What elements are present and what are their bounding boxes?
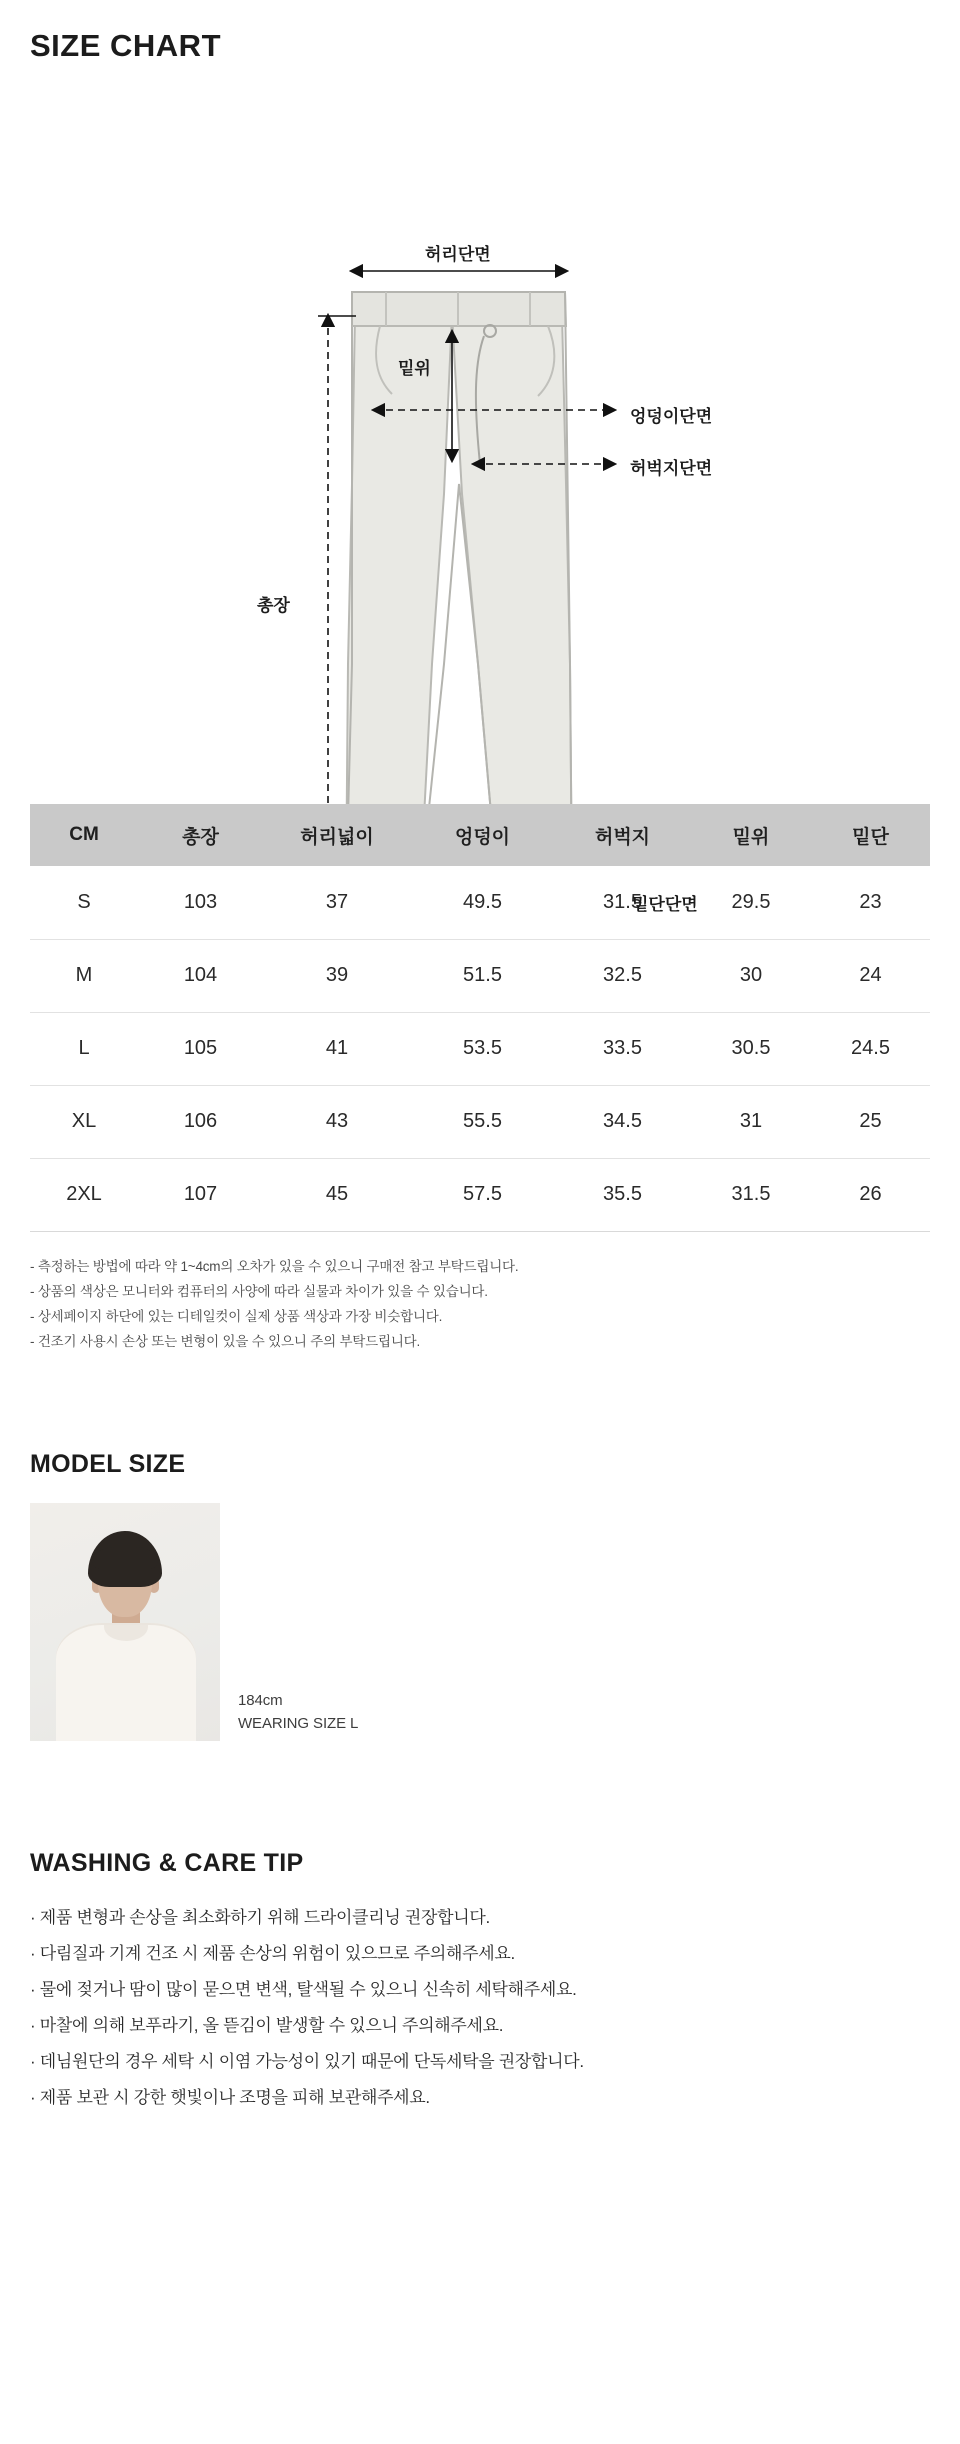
table-header-cell: 밑위 bbox=[691, 804, 811, 866]
table-header-row bbox=[30, 804, 930, 866]
washing-care-item: · 물에 젖거나 땀이 많이 묻으면 변색, 탈색될 수 있으니 신속히 세탁해주세요. bbox=[30, 1979, 577, 1999]
table-cell: 24.5 bbox=[811, 1012, 930, 1085]
model-height: 184cm bbox=[238, 1691, 283, 1709]
table-cell: 103 bbox=[138, 866, 263, 939]
table-cell: 32.5 bbox=[554, 939, 691, 1012]
washing-care-title: WASHING & CARE TIP bbox=[30, 1848, 304, 1877]
table-cell: M bbox=[30, 939, 138, 1012]
size-table bbox=[30, 804, 930, 1232]
table-cell: 53.5 bbox=[411, 1012, 554, 1085]
size-table-wrap bbox=[0, 804, 960, 1232]
table-cell: 107 bbox=[138, 1158, 263, 1231]
pants-diagram-svg bbox=[0, 64, 960, 804]
table-cell: 51.5 bbox=[411, 939, 554, 1012]
table-header-cell: 밑단 bbox=[811, 804, 930, 866]
table-row bbox=[30, 1158, 930, 1231]
table-cell: 31.5 bbox=[554, 866, 691, 939]
table-header-cell: 허리넓이 bbox=[263, 804, 411, 866]
note-line: - 건조기 사용시 손상 또는 변형이 있을 수 있으니 주의 부탁드립니다. bbox=[30, 1333, 421, 1349]
table-row bbox=[30, 866, 930, 939]
table-cell: 45 bbox=[263, 1158, 411, 1231]
page-title: SIZE CHART bbox=[30, 28, 221, 63]
label-hem: 밑단단면 bbox=[632, 895, 698, 914]
table-header-cell: 허벅지 bbox=[554, 804, 691, 866]
washing-care-item: · 다림질과 기계 건조 시 제품 손상의 위험이 있으므로 주의해주세요. bbox=[30, 1943, 515, 1963]
note-line: - 상품의 색상은 모니터와 컴퓨터의 사양에 따라 실물과 차이가 있을 수 있습니다. bbox=[30, 1283, 488, 1299]
table-header-cell: CM bbox=[30, 804, 138, 866]
model-photo bbox=[30, 1503, 220, 1741]
table-cell: L bbox=[30, 1012, 138, 1085]
table-row bbox=[30, 939, 930, 1012]
label-hip: 엉덩이단면 bbox=[630, 407, 713, 426]
table-cell: 25 bbox=[811, 1085, 930, 1158]
table-cell: 106 bbox=[138, 1085, 263, 1158]
table-cell: 31.5 bbox=[691, 1158, 811, 1231]
table-cell: 55.5 bbox=[411, 1085, 554, 1158]
size-notes bbox=[0, 1232, 960, 1354]
table-cell: 35.5 bbox=[554, 1158, 691, 1231]
table-cell: XL bbox=[30, 1085, 138, 1158]
table-row bbox=[30, 1085, 930, 1158]
table-header-cell: 엉덩이 bbox=[411, 804, 554, 866]
washing-care-item: · 마찰에 의해 보푸라기, 올 뜯김이 발생할 수 있으니 주의해주세요. bbox=[30, 2015, 504, 2035]
table-cell: 23 bbox=[811, 866, 930, 939]
washing-care-item: · 데님원단의 경우 세탁 시 이염 가능성이 있기 때문에 단독세탁을 권장합니다. bbox=[30, 2051, 584, 2071]
table-cell: 33.5 bbox=[554, 1012, 691, 1085]
label-waist: 허리단면 bbox=[425, 245, 491, 264]
table-cell: 104 bbox=[138, 939, 263, 1012]
table-cell: 31 bbox=[691, 1085, 811, 1158]
table-cell: 37 bbox=[263, 866, 411, 939]
table-cell: 29.5 bbox=[691, 866, 811, 939]
table-cell: 105 bbox=[138, 1012, 263, 1085]
table-cell: 34.5 bbox=[554, 1085, 691, 1158]
table-cell: 2XL bbox=[30, 1158, 138, 1231]
table-cell: 57.5 bbox=[411, 1158, 554, 1231]
table-cell: 49.5 bbox=[411, 866, 554, 939]
model-size-title: MODEL SIZE bbox=[30, 1449, 186, 1478]
table-cell: 30 bbox=[691, 939, 811, 1012]
model-size-section bbox=[0, 1354, 960, 1741]
table-cell: 41 bbox=[263, 1012, 411, 1085]
label-thigh: 허벅지단면 bbox=[630, 459, 713, 478]
table-cell: 24 bbox=[811, 939, 930, 1012]
model-meta bbox=[220, 1689, 358, 1741]
table-cell: 30.5 bbox=[691, 1012, 811, 1085]
model-size-body bbox=[0, 1479, 960, 1741]
label-rise: 밑위 bbox=[398, 359, 431, 378]
table-cell: 39 bbox=[263, 939, 411, 1012]
table-row bbox=[30, 1012, 930, 1085]
model-wearing-size: WEARING SIZE L bbox=[238, 1714, 359, 1732]
washing-care-section bbox=[0, 1741, 960, 2186]
label-total-length: 총장 bbox=[257, 596, 290, 615]
note-line: - 측정하는 방법에 따라 약 1~4cm의 오차가 있을 수 있으니 구매전 참고 부탁드립니다. bbox=[30, 1258, 519, 1274]
hair-fringe bbox=[92, 1547, 158, 1569]
table-header-cell: 총장 bbox=[138, 804, 263, 866]
note-line: - 상세페이지 하단에 있는 디테일컷이 실제 상품 색상과 가장 비슷합니다. bbox=[30, 1308, 443, 1324]
table-cell: S bbox=[30, 866, 138, 939]
table-cell: 43 bbox=[263, 1085, 411, 1158]
washing-care-item: · 제품 보관 시 강한 햇빛이나 조명을 피해 보관해주세요. bbox=[30, 2087, 430, 2107]
table-cell: 26 bbox=[811, 1158, 930, 1231]
washing-care-list bbox=[0, 1878, 960, 2116]
washing-care-item: · 제품 변형과 손상을 최소화하기 위해 드라이클리닝 권장합니다. bbox=[30, 1907, 490, 1927]
